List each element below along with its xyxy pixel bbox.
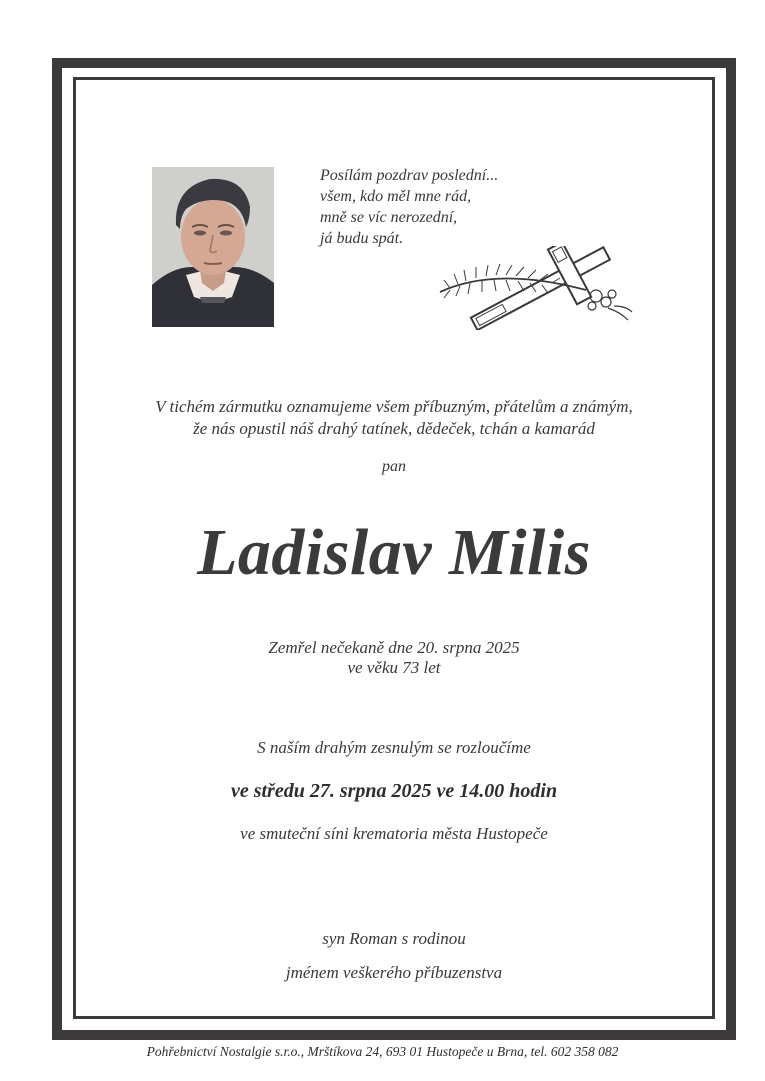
title-prefix: pan	[382, 458, 406, 475]
death-info	[73, 638, 715, 678]
funeral-service-footer: Pohřebnictví Nostalgie s.r.o., Mrštíkova 24, 693 01 Hustopeče u Brna, tel. 602 358 082	[146, 1044, 619, 1059]
deceased-name: Ladislav Milis	[197, 516, 591, 589]
age-at-death: ve věku 73 let	[347, 658, 441, 677]
portrait-photo	[152, 167, 274, 327]
farewell-poem	[320, 165, 498, 249]
family-signature: syn Roman s rodinou	[322, 929, 466, 948]
announcement-line-1: V tichém zármutku oznamujeme všem příbuzným, přátelům a známým,	[155, 397, 633, 416]
poem-line: všem, kdo měl mne rád,	[320, 188, 472, 205]
poem-line: mně se víc nerozední,	[320, 209, 458, 226]
poem-line: Posílám pozdrav poslední...	[320, 167, 499, 184]
funeral-place: ve smuteční síni krematoria města Hustopeče	[240, 824, 548, 843]
announcement-line-2: že nás opustil náš drahý tatínek, dědeček, tchán a kamarád	[193, 419, 595, 438]
poem-line: já budu spát.	[320, 230, 404, 247]
family-signature-relatives: jménem veškerého příbuzenstva	[285, 963, 503, 982]
funeral-intro: S naším drahým zesnulým se rozloučíme	[257, 738, 531, 757]
cross-with-palm-branch-icon	[436, 246, 636, 335]
announcement	[73, 396, 715, 440]
portrait-image	[152, 167, 274, 327]
funeral-datetime: ve středu 27. srpna 2025 ve 14.00 hodin	[230, 780, 558, 802]
death-date: Zemřel nečekaně dne 20. srpna 2025	[268, 638, 520, 657]
